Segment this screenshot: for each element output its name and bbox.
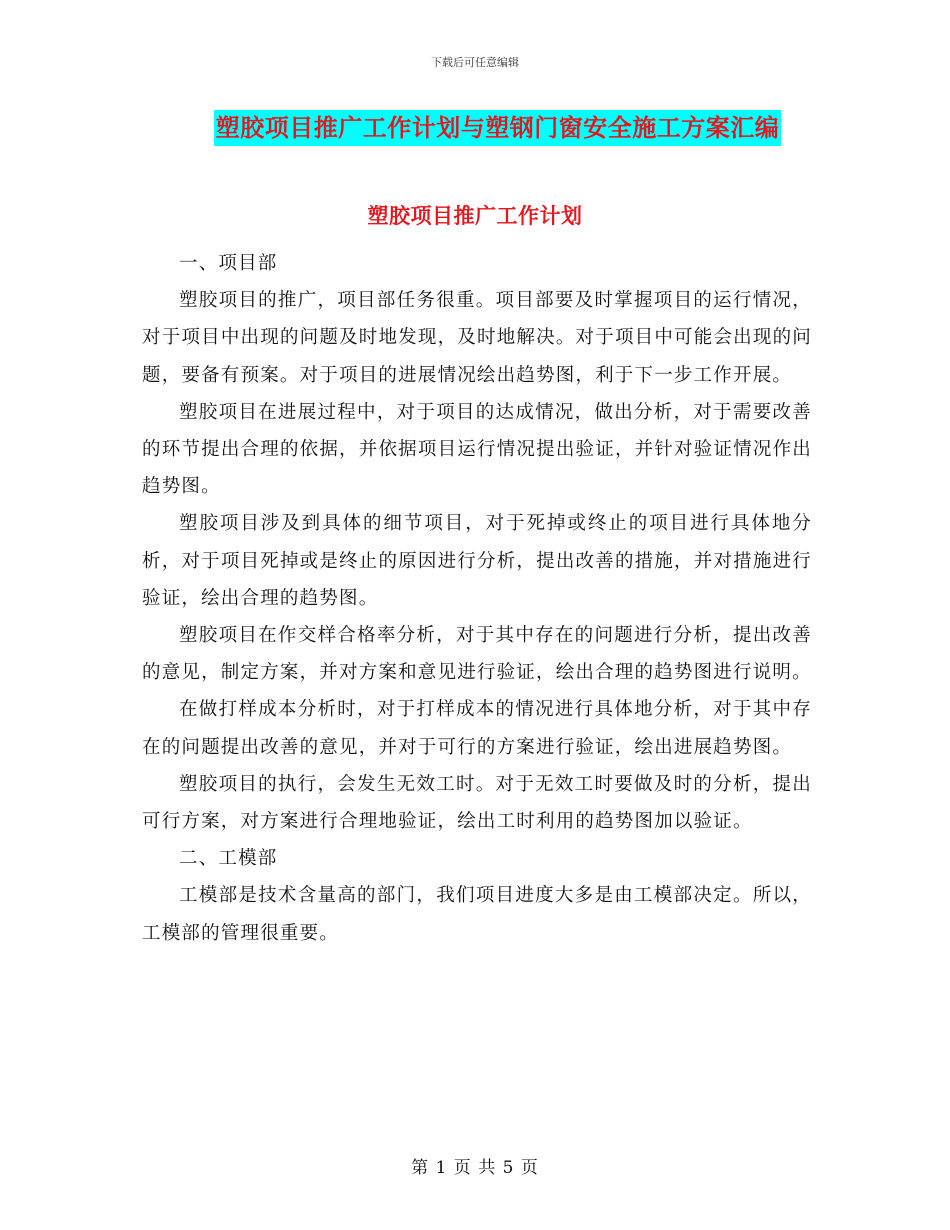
paragraph: 塑胶项目在进展过程中，对于项目的达成情况，做出分析，对于需要改善的环节提出合理的依据，并依据项目运行情况提出验证，并针对验证情况作出趋势图。 bbox=[142, 401, 812, 498]
main-title-wrap bbox=[0, 110, 950, 146]
paragraph: 塑胶项目的推广，项目部任务很重。项目部要及时掌握项目的运行情况，对于项目中出现的问题及时地发现，及时地解决。对于项目中可能会出现的问题，要备有预案。对于项目的进展情况绘出趋势图，利于下一步工作开展。 bbox=[142, 290, 812, 386]
paragraph: 塑胶项目的执行，会发生无效工时。对于无效工时要做及时的分析，提出可行方案，对方案进行合理地验证，绘出工时利用的趋势图加以验证。 bbox=[142, 773, 812, 833]
paragraph: 工模部是技术含量高的部门，我们项目进度大多是由工模部决定。所以，工模部的管理很重要。 bbox=[142, 885, 812, 944]
paragraph: 在做打样成本分析时，对于打样成本的情况进行具体地分析，对于其中存在的问题提出改善的意见，并对于可行的方案进行验证，绘出进展趋势图。 bbox=[142, 699, 812, 758]
section-heading: 一、项目部 bbox=[179, 253, 278, 274]
paragraph: 塑胶项目涉及到具体的细节项目，对于死掉或终止的项目进行具体地分析，对于项目死掉或是终止的原因进行分析，提出改善的措施，并对措施进行验证，绘出合理的趋势图。 bbox=[142, 513, 812, 609]
header-note: 下载后可任意编辑 bbox=[431, 56, 519, 69]
main-title: 塑胶项目推广工作计划与塑钢门窗安全施工方案汇编 bbox=[214, 110, 782, 146]
page-number-footer: 第 1 页 共 5 页 bbox=[411, 1158, 539, 1178]
paragraph: 塑胶项目在作交样合格率分析，对于其中存在的问题进行分析，提出改善的意见，制定方案，并对方案和意见进行验证，绘出合理的趋势图进行说明。 bbox=[142, 625, 812, 684]
document-body bbox=[142, 245, 812, 952]
section-heading: 二、工模部 bbox=[179, 848, 278, 870]
section-title: 塑胶项目推广工作计划 bbox=[367, 204, 583, 228]
